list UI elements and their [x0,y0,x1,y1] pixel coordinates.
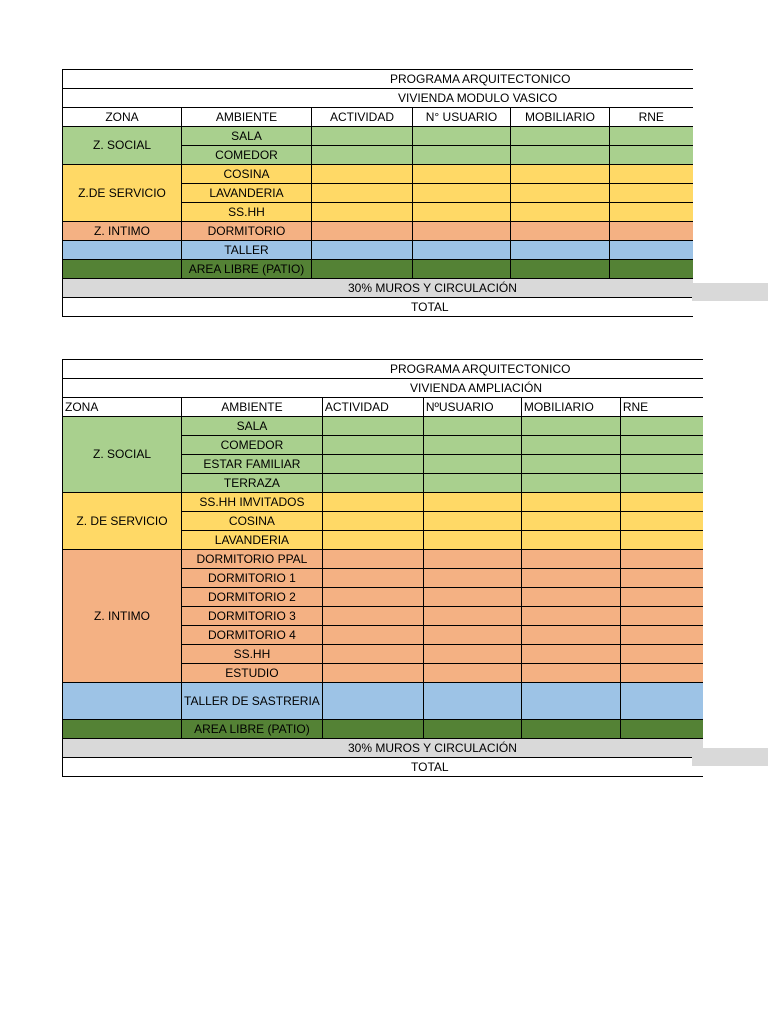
cell[interactable] [413,127,511,146]
cell[interactable] [423,683,521,720]
cell[interactable] [620,417,703,436]
cell[interactable] [413,222,511,241]
cell[interactable] [423,455,521,474]
cell[interactable] [322,531,423,550]
cell[interactable] [322,607,423,626]
room-cell[interactable]: DORMITORIO 2 [182,588,323,607]
cell[interactable] [521,436,620,455]
cell[interactable] [521,531,620,550]
walls-circulation-cell[interactable]: 30% MUROS Y CIRCULACIÓN [63,279,693,298]
total-cell[interactable]: TOTAL [63,298,693,317]
header-usuario[interactable]: NºUSUARIO [423,398,521,417]
cell[interactable] [511,165,610,184]
table-row [63,260,693,279]
header-row [63,108,693,127]
cell[interactable] [413,184,511,203]
cell[interactable] [620,664,703,683]
cell[interactable] [322,664,423,683]
cell[interactable] [620,474,703,493]
cell[interactable] [620,531,703,550]
header-zona[interactable]: ZONA [63,108,182,127]
cell[interactable] [610,241,693,260]
room-cell[interactable]: DORMITORIO 3 [182,607,323,626]
cell[interactable] [610,184,693,203]
room-cell[interactable]: TALLER DE SASTRERIA [182,683,323,720]
cell[interactable] [322,455,423,474]
cell[interactable] [521,607,620,626]
zone-cell[interactable]: Z. DE SERVICIO [63,493,182,550]
cell[interactable] [312,203,413,222]
cell[interactable] [620,436,703,455]
cell[interactable] [511,222,610,241]
zone-cell[interactable]: Z. INTIMO [63,222,182,241]
room-cell[interactable]: TERRAZA [182,474,323,493]
cell[interactable] [511,260,610,279]
cell[interactable] [511,127,610,146]
zone-cell[interactable]: Z. INTIMO [63,550,182,683]
walls-circulation-cell[interactable]: 30% MUROS Y CIRCULACIÓN [63,739,704,758]
room-cell[interactable]: AREA LIBRE (PATIO) [182,720,323,739]
cell[interactable] [312,184,413,203]
cell[interactable] [521,626,620,645]
room-cell[interactable]: TALLER [182,241,312,260]
table-row [63,417,704,436]
cell[interactable] [620,683,703,720]
cell[interactable] [610,203,693,222]
cell[interactable] [413,203,511,222]
room-cell[interactable]: COMEDOR [182,436,323,455]
cell[interactable] [413,146,511,165]
cell[interactable] [423,512,521,531]
cell[interactable] [322,436,423,455]
room-cell[interactable]: AREA LIBRE (PATIO) [182,260,312,279]
room-cell[interactable]: ESTAR FAMILIAR [182,455,323,474]
cell[interactable] [423,436,521,455]
walls-circulation-row [63,739,704,758]
cell[interactable] [322,626,423,645]
cell[interactable] [521,550,620,569]
cell[interactable] [423,550,521,569]
cell[interactable] [423,493,521,512]
cell[interactable] [610,127,693,146]
cell[interactable] [511,184,610,203]
zone-cell[interactable] [63,720,182,739]
room-cell[interactable]: SALA [182,417,323,436]
total-cell[interactable]: TOTAL [63,758,704,777]
cell[interactable] [521,720,620,739]
cell[interactable] [312,165,413,184]
table-row [63,165,693,184]
header-usuario[interactable]: N° USUARIO [413,108,511,127]
table-row [63,241,693,260]
header-actividad[interactable]: ACTIVIDAD [322,398,423,417]
room-cell[interactable]: COSINA [182,165,312,184]
cell[interactable] [423,645,521,664]
cell[interactable] [511,241,610,260]
cell[interactable] [521,664,620,683]
table-row [63,683,704,720]
cell[interactable] [423,607,521,626]
header-rne[interactable]: RNE [610,108,693,127]
cell[interactable] [322,588,423,607]
room-cell[interactable]: SS.HH IMVITADOS [182,493,323,512]
cell[interactable] [620,607,703,626]
cell[interactable] [521,417,620,436]
header-ambiente[interactable]: AMBIENTE [182,398,323,417]
cell[interactable] [610,146,693,165]
program-table-basic [62,69,693,317]
cell[interactable] [620,493,703,512]
cell[interactable] [423,664,521,683]
cell[interactable] [521,683,620,720]
cell[interactable] [610,165,693,184]
cell[interactable] [620,455,703,474]
room-cell[interactable]: DORMITORIO 1 [182,569,323,588]
cell[interactable] [620,645,703,664]
cell[interactable] [322,720,423,739]
cell[interactable] [322,417,423,436]
zone-cell[interactable]: Z. SOCIAL [63,417,182,493]
header-zona[interactable]: ZONA [63,398,182,417]
table-title[interactable]: PROGRAMA ARQUITECTONICO [63,70,693,89]
table-subtitle[interactable]: VIVIENDA AMPLIACIÓN [63,379,704,398]
cell[interactable] [312,241,413,260]
zone-cell[interactable] [63,241,182,260]
cell[interactable] [322,683,423,720]
zone-cell[interactable] [63,683,182,720]
table-row [63,222,693,241]
cell[interactable] [423,588,521,607]
cell[interactable] [521,474,620,493]
cell[interactable] [322,645,423,664]
room-cell[interactable]: LAVANDERIA [182,184,312,203]
room-cell[interactable]: DORMITORIO 4 [182,626,323,645]
cell[interactable] [322,474,423,493]
total-row [63,758,704,777]
cell[interactable] [322,550,423,569]
zone-cell[interactable] [63,260,182,279]
cell[interactable] [423,720,521,739]
table-title[interactable]: PROGRAMA ARQUITECTONICO [63,360,704,379]
room-cell[interactable]: COSINA [182,512,323,531]
cell[interactable] [312,146,413,165]
header-mobiliario[interactable]: MOBILIARIO [521,398,620,417]
table-row [63,720,704,739]
room-cell[interactable]: COMEDOR [182,146,312,165]
cell[interactable] [322,569,423,588]
room-cell[interactable]: LAVANDERIA [182,531,323,550]
header-rne[interactable]: RNE [620,398,703,417]
cell[interactable] [610,260,693,279]
cell[interactable] [322,493,423,512]
cell[interactable] [521,645,620,664]
room-cell[interactable]: DORMITORIO [182,222,312,241]
cell[interactable] [413,165,511,184]
table-row [63,127,693,146]
program-table-expansion [62,359,703,777]
cell[interactable] [423,531,521,550]
room-cell[interactable]: SS.HH [182,203,312,222]
table-row [63,550,704,569]
cell[interactable] [423,569,521,588]
header-mobiliario[interactable]: MOBILIARIO [511,108,610,127]
room-cell[interactable]: ESTUDIO [182,664,323,683]
cell[interactable] [322,512,423,531]
cell[interactable] [521,512,620,531]
table-row [63,493,704,512]
cell[interactable] [312,127,413,146]
cell[interactable] [620,550,703,569]
cell[interactable] [511,203,610,222]
grey-fill-extension [692,283,768,301]
room-cell[interactable]: SS.HH [182,645,323,664]
room-cell[interactable]: DORMITORIO PPAL [182,550,323,569]
cell[interactable] [620,512,703,531]
cell[interactable] [521,455,620,474]
header-ambiente[interactable]: AMBIENTE [182,108,312,127]
grey-fill-extension [692,748,768,766]
cell[interactable] [521,588,620,607]
cell[interactable] [511,146,610,165]
table-subtitle[interactable]: VIVIENDA MODULO VASICO [63,89,693,108]
walls-circulation-row [63,279,693,298]
cell[interactable] [620,588,703,607]
header-row [63,398,704,417]
header-actividad[interactable]: ACTIVIDAD [312,108,413,127]
cell[interactable] [413,241,511,260]
zone-cell[interactable]: Z.DE SERVICIO [63,165,182,222]
zone-cell[interactable]: Z. SOCIAL [63,127,182,165]
room-cell[interactable]: SALA [182,127,312,146]
cell[interactable] [620,626,703,645]
cell[interactable] [413,260,511,279]
cell[interactable] [312,260,413,279]
cell[interactable] [620,569,703,588]
cell[interactable] [521,493,620,512]
cell[interactable] [423,474,521,493]
cell[interactable] [423,417,521,436]
cell[interactable] [312,222,413,241]
cell[interactable] [521,569,620,588]
total-row [63,298,693,317]
cell[interactable] [423,626,521,645]
cell[interactable] [610,222,693,241]
cell[interactable] [620,720,703,739]
